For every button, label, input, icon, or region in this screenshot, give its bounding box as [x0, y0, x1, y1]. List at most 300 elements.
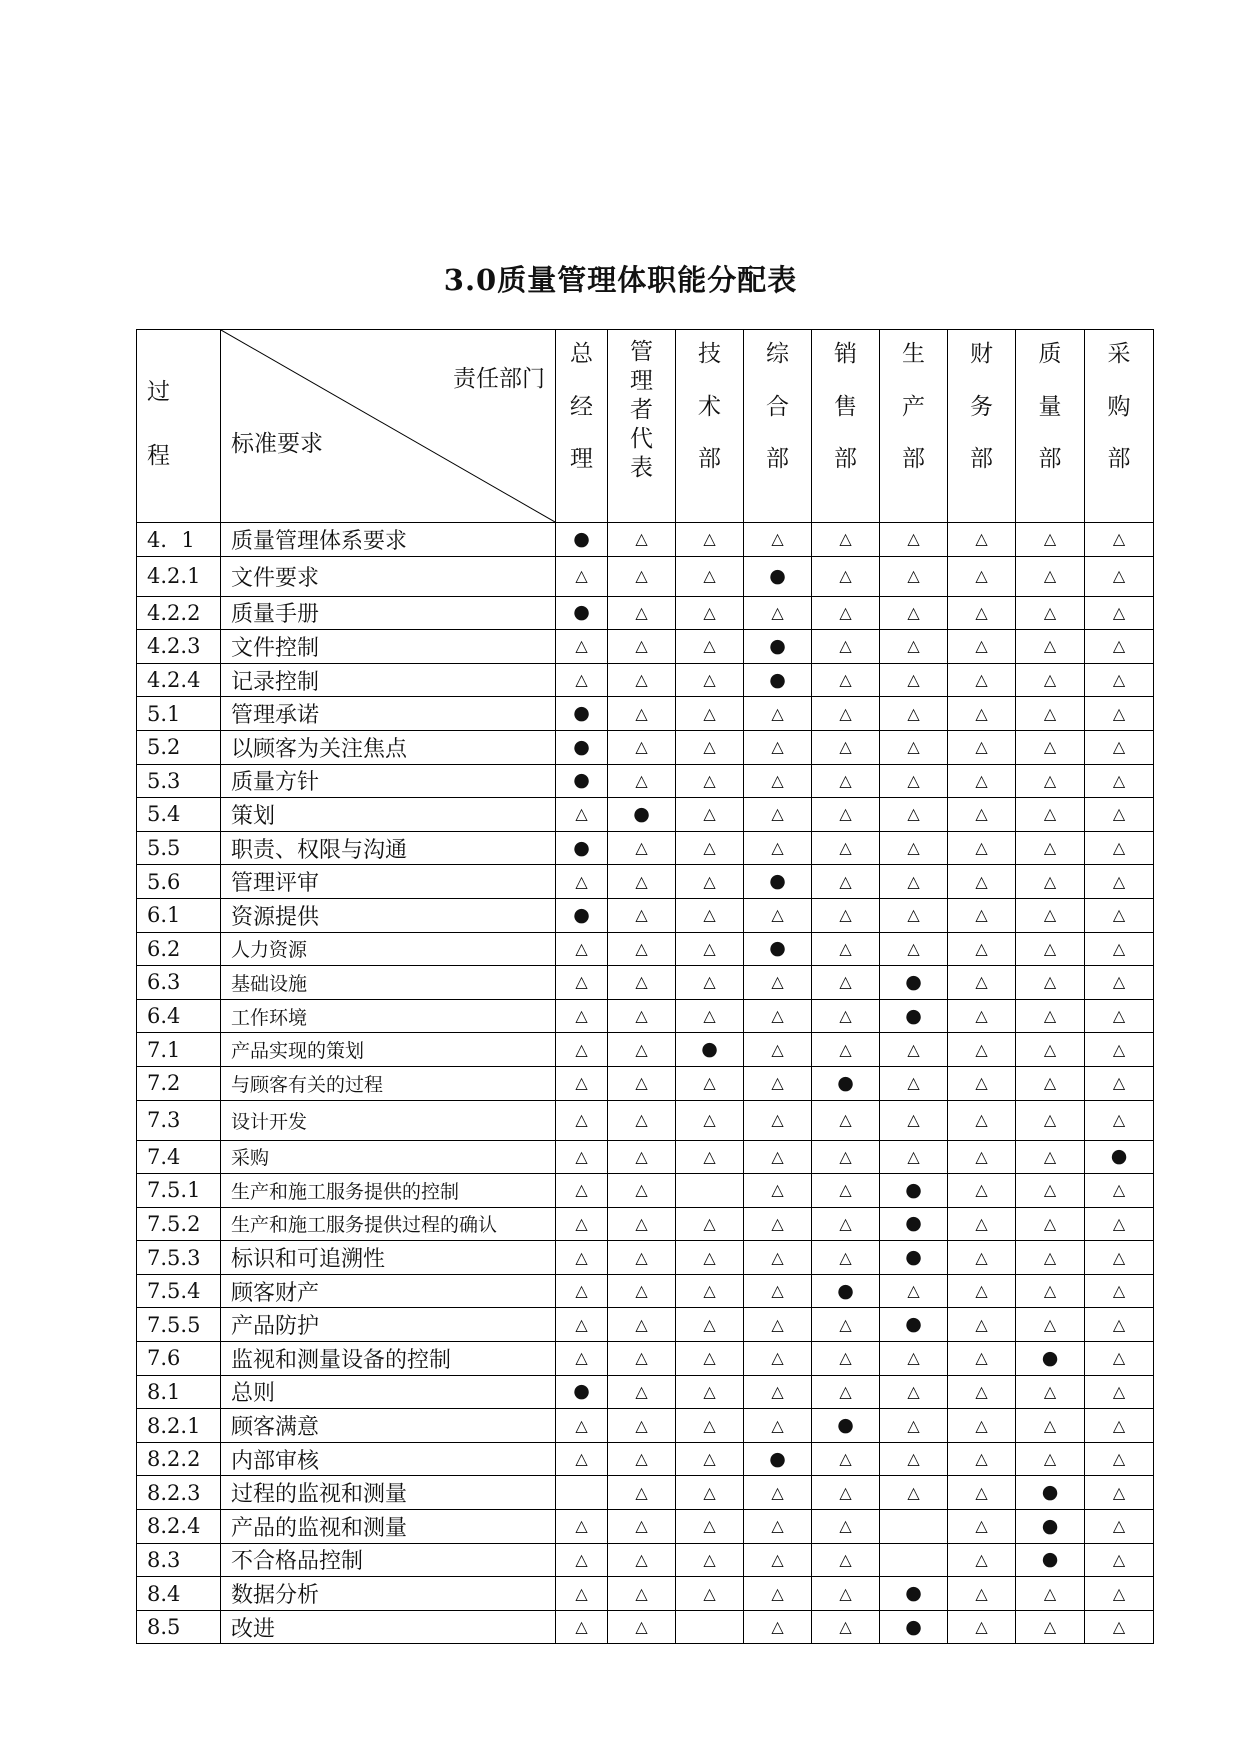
related-responsibility-mark [880, 1342, 948, 1376]
table-row [137, 932, 1154, 966]
related-responsibility-mark [880, 1140, 948, 1174]
standard-requirement-label: 标准要求 [231, 431, 323, 457]
primary-responsibility-mark [556, 523, 608, 557]
mark-symbol: △ [771, 1415, 784, 1435]
mark-symbol: △ [635, 670, 648, 690]
dept-header-general-affairs [744, 330, 812, 523]
mark-symbol: ● [905, 1615, 922, 1638]
dept-header-char: 技 [698, 341, 721, 367]
related-responsibility-mark [1085, 1510, 1154, 1544]
mark-symbol: ● [769, 668, 786, 691]
process-header-char: 过 [147, 379, 170, 405]
mark-symbol: △ [635, 602, 648, 622]
table-row [137, 764, 1154, 798]
mark-symbol: △ [1043, 1583, 1057, 1603]
mark-symbol: △ [635, 1039, 648, 1059]
mark-symbol: △ [771, 1348, 784, 1368]
mark-symbol: △ [771, 838, 784, 858]
mark-symbol: △ [635, 1415, 648, 1435]
mark-symbol: △ [1112, 770, 1126, 790]
mark-symbol: △ [839, 871, 852, 891]
dept-header-stack [948, 330, 1015, 495]
standard-requirement: 职责、权限与沟通 [221, 831, 556, 865]
related-responsibility-mark [948, 966, 1016, 1000]
dept-header-char: 质 [1038, 341, 1062, 367]
related-responsibility-mark [556, 630, 608, 664]
mark-symbol: △ [635, 1281, 648, 1301]
related-responsibility-mark [1085, 1543, 1154, 1577]
mark-symbol: △ [839, 1314, 852, 1334]
standard-requirement: 顾客财产 [221, 1274, 556, 1308]
mark-symbol: △ [975, 905, 988, 925]
mark-symbol: △ [635, 1213, 648, 1233]
related-responsibility-mark [1085, 697, 1154, 731]
dept-header-char: 务 [970, 393, 993, 420]
mark-symbol: △ [771, 1482, 784, 1502]
mark-symbol: △ [1043, 1381, 1057, 1401]
related-responsibility-mark [948, 1342, 1016, 1376]
related-responsibility-mark [556, 932, 608, 966]
related-responsibility-mark [880, 596, 948, 630]
clause-code: 6.3 [137, 966, 221, 1000]
dept-header-char: 部 [970, 446, 993, 472]
related-responsibility-mark [812, 865, 880, 899]
mark-symbol: △ [635, 1110, 648, 1129]
mark-symbol: △ [975, 703, 988, 723]
mark-symbol: △ [975, 1516, 988, 1536]
related-responsibility-mark [948, 1442, 1016, 1476]
related-responsibility-mark [812, 966, 880, 1000]
primary-responsibility-mark [812, 1066, 880, 1100]
related-responsibility-mark [812, 523, 880, 557]
mark-symbol: △ [1043, 636, 1057, 656]
mark-symbol: △ [907, 1073, 920, 1093]
mark-symbol: △ [1043, 670, 1057, 690]
related-responsibility-mark [556, 1342, 608, 1376]
related-responsibility-mark [1016, 966, 1085, 1000]
primary-responsibility-mark [1016, 1543, 1085, 1577]
mark-symbol: △ [1112, 1110, 1126, 1129]
related-responsibility-mark [556, 1510, 608, 1544]
responsibility-table [136, 329, 1154, 1644]
related-responsibility-mark [556, 1577, 608, 1611]
mark-symbol: △ [1043, 703, 1057, 723]
related-responsibility-mark [676, 1308, 744, 1342]
mark-symbol: △ [575, 1449, 588, 1469]
mark-symbol: △ [1112, 636, 1126, 656]
related-responsibility-mark [608, 1543, 676, 1577]
dept-header-char: 表 [630, 455, 653, 481]
mark-symbol: △ [975, 804, 988, 824]
mark-symbol: △ [1043, 871, 1057, 891]
dept-header-char: 售 [834, 393, 857, 420]
mark-symbol: ● [573, 903, 590, 926]
mark-symbol: △ [635, 1549, 648, 1569]
clause-code: 7.5.4 [137, 1274, 221, 1308]
mark-symbol: △ [839, 1110, 852, 1129]
mark-symbol: △ [1043, 1180, 1057, 1200]
table-row [137, 556, 1154, 596]
mark-symbol: △ [907, 905, 920, 925]
mark-symbol: ● [905, 970, 922, 993]
mark-symbol: ● [573, 836, 590, 859]
mark-symbol: △ [975, 770, 988, 790]
mark-symbol: △ [635, 1006, 648, 1026]
mark-symbol: ● [633, 802, 650, 825]
mark-symbol: △ [635, 566, 648, 586]
mark-symbol: △ [575, 1180, 588, 1200]
mark-symbol: △ [907, 1348, 920, 1368]
related-responsibility-mark [676, 1140, 744, 1174]
mark-symbol: △ [771, 1549, 784, 1569]
related-responsibility-mark [1085, 1033, 1154, 1067]
table-row [137, 1409, 1154, 1443]
related-responsibility-mark [1085, 1375, 1154, 1409]
related-responsibility-mark [1016, 1241, 1085, 1275]
standard-requirement: 过程的监视和测量 [221, 1476, 556, 1510]
standard-requirement: 不合格品控制 [221, 1543, 556, 1577]
mark-symbol: △ [703, 602, 716, 622]
table-row [137, 798, 1154, 832]
mark-symbol: △ [1043, 529, 1057, 549]
table-row [137, 730, 1154, 764]
related-responsibility-mark [744, 596, 812, 630]
mark-symbol: △ [907, 670, 920, 690]
related-responsibility-mark [948, 999, 1016, 1033]
related-responsibility-mark [948, 1409, 1016, 1443]
mark-symbol: △ [975, 529, 988, 549]
mark-symbol: △ [907, 566, 920, 586]
mark-symbol: △ [907, 1381, 920, 1401]
related-responsibility-mark [1016, 1100, 1085, 1140]
related-responsibility-mark [1085, 865, 1154, 899]
empty-mark-cell [676, 1174, 744, 1208]
mark-symbol: △ [1112, 1415, 1126, 1435]
related-responsibility-mark [880, 764, 948, 798]
dept-header-stack [744, 330, 811, 495]
mark-symbol: △ [771, 1617, 784, 1637]
mark-symbol: △ [703, 1415, 716, 1435]
mark-symbol: △ [635, 1314, 648, 1334]
related-responsibility-mark [948, 556, 1016, 596]
related-responsibility-mark [744, 1610, 812, 1644]
mark-symbol: △ [635, 1381, 648, 1401]
standard-requirement: 改进 [221, 1610, 556, 1644]
mark-symbol: △ [703, 938, 716, 958]
related-responsibility-mark [676, 1442, 744, 1476]
mark-symbol: △ [907, 804, 920, 824]
mark-symbol: △ [839, 566, 852, 586]
clause-code: 5.6 [137, 865, 221, 899]
mark-symbol: △ [575, 1415, 588, 1435]
related-responsibility-mark [676, 764, 744, 798]
related-responsibility-mark [1016, 630, 1085, 664]
related-responsibility-mark [1085, 1100, 1154, 1140]
dept-header-general-manager [556, 330, 608, 523]
mark-symbol: △ [703, 1583, 716, 1603]
mark-symbol: △ [635, 1146, 648, 1166]
related-responsibility-mark [812, 932, 880, 966]
mark-symbol: △ [703, 636, 716, 656]
process-header-cell [137, 330, 221, 523]
mark-symbol: △ [1112, 972, 1126, 992]
dept-header-char: 销 [834, 341, 857, 367]
dept-header-char: 管 [630, 339, 653, 365]
related-responsibility-mark [744, 1241, 812, 1275]
clause-code: 6.2 [137, 932, 221, 966]
dept-header-purchasing [1085, 330, 1154, 523]
mark-symbol: △ [975, 1449, 988, 1469]
mark-symbol: △ [907, 770, 920, 790]
dept-header-finance [948, 330, 1016, 523]
related-responsibility-mark [1016, 999, 1085, 1033]
dept-header-char: 采 [1107, 341, 1131, 367]
related-responsibility-mark [812, 1375, 880, 1409]
table-row [137, 697, 1154, 731]
clause-code: 8.2.4 [137, 1510, 221, 1544]
related-responsibility-mark [948, 523, 1016, 557]
related-responsibility-mark [880, 523, 948, 557]
related-responsibility-mark [556, 1100, 608, 1140]
mark-symbol: ● [769, 1447, 786, 1470]
mark-symbol: △ [635, 1516, 648, 1536]
clause-code: 4.2.3 [137, 630, 221, 664]
related-responsibility-mark [608, 999, 676, 1033]
standard-requirement: 工作环境 [221, 999, 556, 1033]
related-responsibility-mark [556, 1610, 608, 1644]
related-responsibility-mark [948, 1543, 1016, 1577]
standard-requirement: 数据分析 [221, 1577, 556, 1611]
related-responsibility-mark [744, 697, 812, 731]
mark-symbol: △ [1112, 529, 1126, 549]
standard-requirement: 采购 [221, 1140, 556, 1174]
mark-symbol: △ [975, 1180, 988, 1200]
related-responsibility-mark [1085, 1274, 1154, 1308]
mark-symbol: △ [771, 1006, 784, 1026]
mark-symbol: △ [839, 972, 852, 992]
related-responsibility-mark [812, 1610, 880, 1644]
dept-header-char: 量 [1038, 393, 1062, 420]
mark-symbol: △ [975, 1617, 988, 1637]
dept-header-stack [1016, 330, 1084, 495]
primary-responsibility-mark [744, 865, 812, 899]
mark-symbol: △ [575, 938, 588, 958]
empty-mark-cell [556, 1476, 608, 1510]
clause-code: 5.2 [137, 730, 221, 764]
dept-header-stack [1085, 330, 1153, 495]
related-responsibility-mark [744, 730, 812, 764]
mark-symbol: △ [635, 1348, 648, 1368]
related-responsibility-mark [608, 831, 676, 865]
clause-code: 7.5.3 [137, 1241, 221, 1275]
mark-symbol: △ [975, 670, 988, 690]
mark-symbol: ● [1041, 1346, 1059, 1369]
mark-symbol: △ [635, 905, 648, 925]
mark-symbol: △ [635, 529, 648, 549]
related-responsibility-mark [744, 966, 812, 1000]
mark-symbol: △ [635, 938, 648, 958]
related-responsibility-mark [1016, 898, 1085, 932]
mark-symbol: △ [1043, 1281, 1057, 1301]
clause-code: 4．1 [137, 523, 221, 557]
mark-symbol: △ [771, 1314, 784, 1334]
dept-header-char: 术 [698, 393, 721, 420]
table-row [137, 523, 1154, 557]
primary-responsibility-mark [1085, 1140, 1154, 1174]
related-responsibility-mark [880, 1375, 948, 1409]
related-responsibility-mark [1085, 932, 1154, 966]
standard-requirement: 生产和施工服务提供过程的确认 [221, 1207, 556, 1241]
related-responsibility-mark [1016, 663, 1085, 697]
related-responsibility-mark [948, 596, 1016, 630]
related-responsibility-mark [812, 1207, 880, 1241]
related-responsibility-mark [608, 697, 676, 731]
mark-symbol: △ [1043, 566, 1057, 586]
related-responsibility-mark [676, 697, 744, 731]
dept-header-char: 生 [902, 341, 925, 367]
mark-symbol: △ [771, 1180, 784, 1200]
mark-symbol: △ [839, 838, 852, 858]
mark-symbol: △ [703, 566, 716, 586]
standard-requirement: 策划 [221, 798, 556, 832]
mark-symbol: △ [575, 670, 588, 690]
clause-code: 8.5 [137, 1610, 221, 1644]
related-responsibility-mark [608, 1274, 676, 1308]
related-responsibility-mark [608, 1174, 676, 1208]
related-responsibility-mark [948, 865, 1016, 899]
related-responsibility-mark [1016, 932, 1085, 966]
related-responsibility-mark [744, 1174, 812, 1208]
related-responsibility-mark [948, 764, 1016, 798]
mark-symbol: △ [839, 1482, 852, 1502]
mark-symbol: △ [575, 1549, 588, 1569]
related-responsibility-mark [812, 1140, 880, 1174]
clause-code: 7.1 [137, 1033, 221, 1067]
related-responsibility-mark [744, 1577, 812, 1611]
mark-symbol: △ [1043, 804, 1057, 824]
related-responsibility-mark [556, 1241, 608, 1275]
related-responsibility-mark [744, 523, 812, 557]
related-responsibility-mark [608, 1577, 676, 1611]
primary-responsibility-mark [676, 1033, 744, 1067]
related-responsibility-mark [1085, 1308, 1154, 1342]
empty-mark-cell [880, 1543, 948, 1577]
table-row [137, 898, 1154, 932]
mark-symbol: △ [771, 1146, 784, 1166]
mark-symbol: ● [1041, 1548, 1059, 1571]
mark-symbol: △ [1112, 1180, 1126, 1200]
mark-symbol: △ [575, 1006, 588, 1026]
dept-header-char: 合 [766, 393, 789, 420]
mark-symbol: △ [703, 703, 716, 723]
mark-symbol: △ [575, 636, 588, 656]
dept-header-char: 财 [970, 341, 993, 367]
standard-requirement: 记录控制 [221, 663, 556, 697]
clause-code: 5.1 [137, 697, 221, 731]
dept-header-management-rep [608, 330, 676, 523]
related-responsibility-mark [948, 831, 1016, 865]
related-responsibility-mark [1016, 556, 1085, 596]
table-row [137, 1610, 1154, 1644]
related-responsibility-mark [1016, 764, 1085, 798]
related-responsibility-mark [556, 1409, 608, 1443]
mark-symbol: △ [1043, 737, 1057, 757]
clause-code: 5.5 [137, 831, 221, 865]
mark-symbol: △ [1043, 1039, 1057, 1059]
mark-symbol: △ [839, 1449, 852, 1469]
mark-symbol: △ [975, 972, 988, 992]
primary-responsibility-mark [744, 556, 812, 596]
clause-code: 7.5.5 [137, 1308, 221, 1342]
mark-symbol: ● [905, 1582, 922, 1605]
clause-code: 7.5.1 [137, 1174, 221, 1208]
related-responsibility-mark [1016, 730, 1085, 764]
related-responsibility-mark [608, 630, 676, 664]
related-responsibility-mark [744, 999, 812, 1033]
table-row [137, 966, 1154, 1000]
clause-code: 4.2.2 [137, 596, 221, 630]
mark-symbol: △ [839, 1213, 852, 1233]
dept-header-char: 综 [766, 341, 789, 367]
related-responsibility-mark [812, 730, 880, 764]
related-responsibility-mark [744, 1308, 812, 1342]
related-responsibility-mark [812, 663, 880, 697]
mark-symbol: ● [701, 1038, 718, 1061]
related-responsibility-mark [880, 1476, 948, 1510]
related-responsibility-mark [744, 764, 812, 798]
mark-symbol: △ [635, 1449, 648, 1469]
related-responsibility-mark [948, 1375, 1016, 1409]
mark-symbol: △ [839, 1381, 852, 1401]
primary-responsibility-mark [556, 596, 608, 630]
mark-symbol: △ [1043, 602, 1057, 622]
mark-symbol: △ [1112, 1247, 1126, 1267]
table-row [137, 1510, 1154, 1544]
related-responsibility-mark [1016, 1375, 1085, 1409]
related-responsibility-mark [1016, 831, 1085, 865]
related-responsibility-mark [744, 1033, 812, 1067]
mark-symbol: △ [635, 737, 648, 757]
related-responsibility-mark [812, 798, 880, 832]
related-responsibility-mark [676, 798, 744, 832]
mark-symbol: △ [1043, 838, 1057, 858]
table-row [137, 1241, 1154, 1275]
mark-symbol: △ [975, 1281, 988, 1301]
mark-symbol: △ [575, 1039, 588, 1059]
related-responsibility-mark [556, 865, 608, 899]
standard-requirement: 质量方针 [221, 764, 556, 798]
standard-requirement: 顾客满意 [221, 1409, 556, 1443]
mark-symbol: △ [703, 1006, 716, 1026]
mark-symbol: ● [769, 870, 786, 893]
mark-symbol: △ [575, 804, 588, 824]
related-responsibility-mark [1016, 1066, 1085, 1100]
related-responsibility-mark [1016, 523, 1085, 557]
related-responsibility-mark [608, 1241, 676, 1275]
primary-responsibility-mark [556, 1375, 608, 1409]
mark-symbol: △ [1112, 670, 1126, 690]
related-responsibility-mark [948, 1476, 1016, 1510]
related-responsibility-mark [880, 831, 948, 865]
mark-symbol: △ [1043, 905, 1057, 925]
related-responsibility-mark [676, 1577, 744, 1611]
related-responsibility-mark [880, 865, 948, 899]
related-responsibility-mark [880, 730, 948, 764]
mark-symbol: ● [837, 1071, 854, 1094]
clause-code: 7.5.2 [137, 1207, 221, 1241]
related-responsibility-mark [812, 1241, 880, 1275]
mark-symbol: △ [703, 737, 716, 757]
